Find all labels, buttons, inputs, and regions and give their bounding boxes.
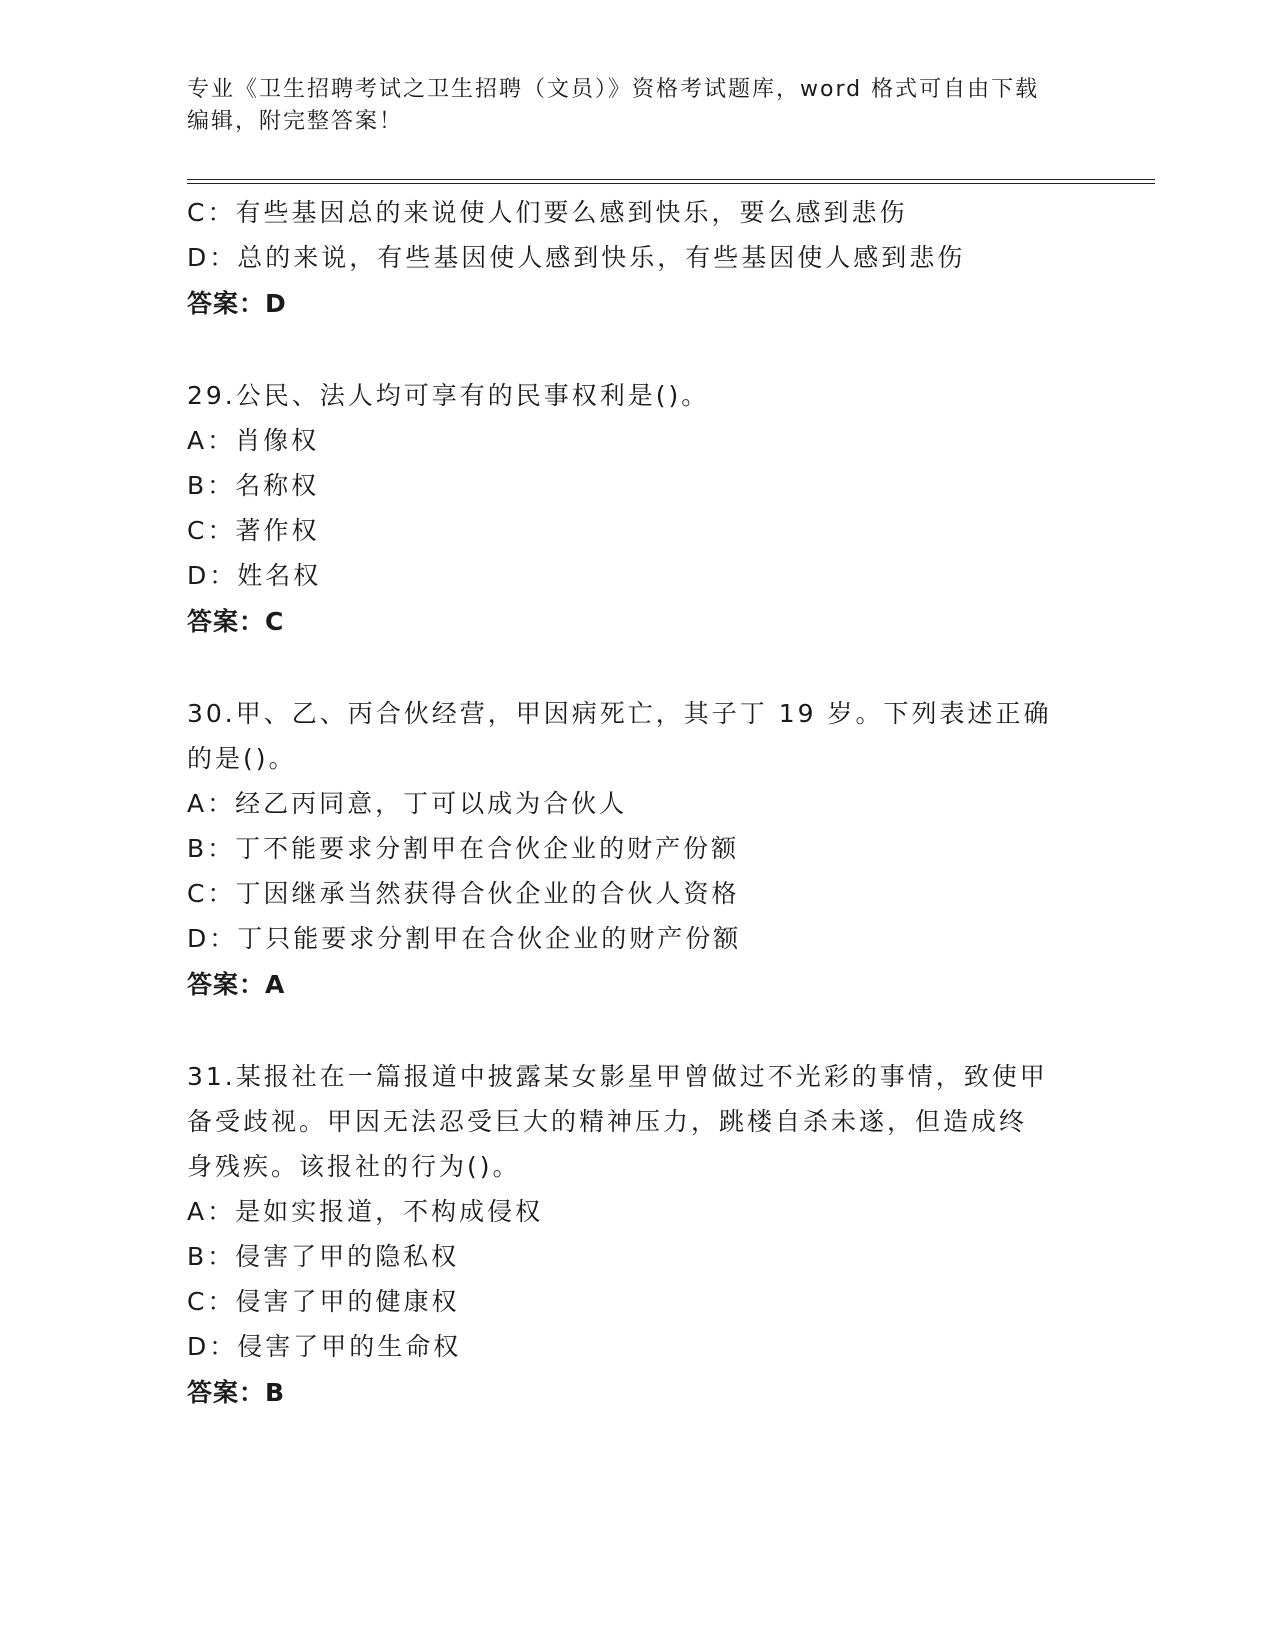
header-line-2: 编辑，附完整答案！ (187, 109, 404, 134)
question-text: 30.甲、乙、丙合伙经营，甲因病死亡，其子丁 19 岁。下列表述正确 (187, 699, 1052, 728)
header-divider-top (187, 179, 1155, 180)
option-d: D：姓名权 (187, 561, 322, 590)
question-list (187, 190, 1087, 1417)
question-continuation (187, 190, 1087, 328)
spacer (187, 1009, 1087, 1054)
option-b: B：侵害了甲的隐私权 (187, 1242, 460, 1271)
option-d: D：总的来说，有些基因使人感到快乐，有些基因使人感到悲伤 (187, 243, 966, 272)
option-a: A：是如实报道，不构成侵权 (187, 1197, 544, 1226)
option-c: C：侵害了甲的健康权 (187, 1287, 460, 1316)
spacer (187, 328, 1087, 373)
question-text: 的是()。 (187, 744, 297, 773)
option-d: D：丁只能要求分割甲在合伙企业的财产份额 (187, 924, 742, 953)
option-a: A：经乙丙同意，丁可以成为合伙人 (187, 789, 628, 818)
header-divider-bottom (187, 183, 1155, 184)
question-text: 备受歧视。甲因无法忍受巨大的精神压力，跳楼自杀未遂，但造成终 (187, 1107, 1028, 1136)
answer-line: 答案：D (187, 289, 287, 318)
spacer (187, 646, 1087, 691)
option-b: B：名称权 (187, 471, 320, 500)
answer-line: 答案：A (187, 970, 286, 999)
question-30 (187, 691, 1087, 1009)
option-b: B：丁不能要求分割甲在合伙企业的财产份额 (187, 834, 740, 863)
question-text: 31.某报社在一篇报道中披露某女影星甲曾做过不光彩的事情，致使甲 (187, 1062, 1048, 1091)
option-c: C：有些基因总的来说使人们要么感到快乐，要么感到悲伤 (187, 198, 908, 227)
answer-line: 答案：B (187, 1378, 286, 1407)
document-header (187, 74, 1067, 138)
question-text: 身残疾。该报社的行为()。 (187, 1152, 521, 1181)
option-d: D：侵害了甲的生命权 (187, 1332, 462, 1361)
question-text: 29.公民、法人均可享有的民事权利是()。 (187, 381, 710, 410)
option-c: C：丁因继承当然获得合伙企业的合伙人资格 (187, 879, 740, 908)
header-line-1: 专业《卫生招聘考试之卫生招聘（文员）》资格考试题库，word 格式可自由下载 (187, 77, 1040, 102)
answer-line: 答案：C (187, 607, 285, 636)
option-a: A：肖像权 (187, 426, 320, 455)
question-31 (187, 1054, 1087, 1417)
option-c: C：著作权 (187, 516, 320, 545)
question-29 (187, 373, 1087, 646)
